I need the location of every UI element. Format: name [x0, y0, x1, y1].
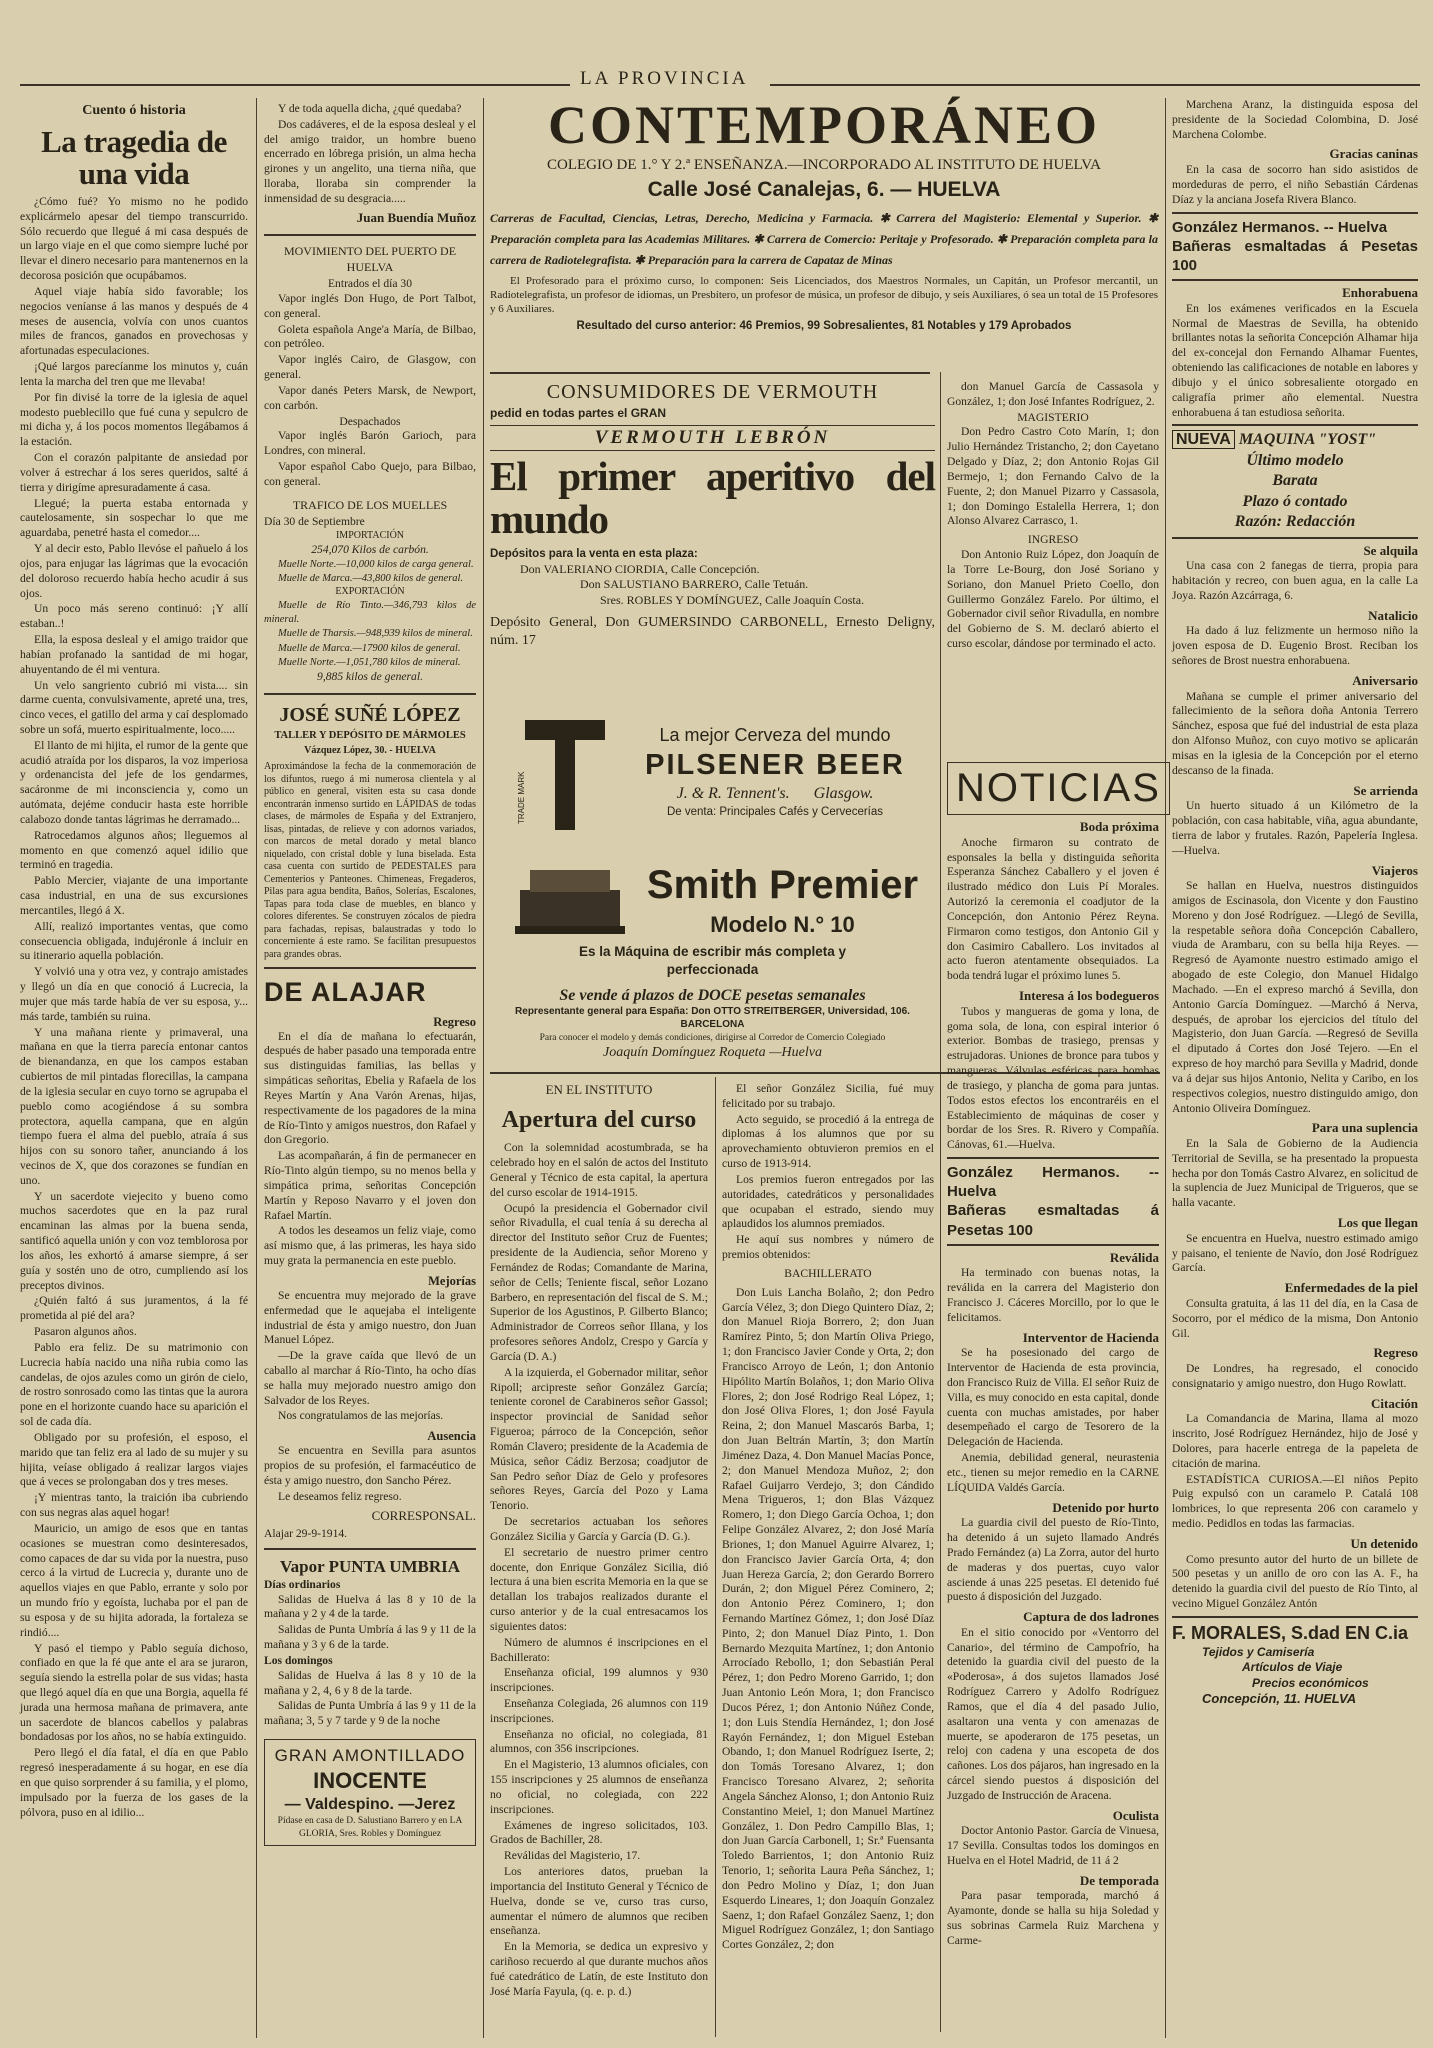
story-paragraph: El llanto de mi hijita, el rumor de la gente que acudió atraída por los disparos, la voz imperiosa y ordenancista del jefe de los gendarmes, sacáronme de mi inconsciencia y, como un autómata, dejéme conducir hasta este horrible calabozo donde tantas lágrimas he derramado...	[20, 738, 248, 826]
instituto-paragraph: Los anteriores datos, prueban la importancia del Instituto General y Técnico de Huelva, donde se ve, curso tras curso, aumentar el número de alumnos que reciben enseñanza.	[490, 1865, 708, 1938]
alajar-p8: Le deseamos feliz regreso.	[278, 1489, 402, 1503]
port-title: MOVIMIENTO DEL PUERTO DE HUELVA	[283, 244, 457, 274]
notice-text: Como presunto autor del hurto de un billete de 500 pesetas y un anillo de oro con las A. F., ha detenido la guardia civil del puesto de Río Tinto, al vecino Miguel González Antón	[1172, 1552, 1418, 1610]
notice-heading: Se alquila	[1363, 542, 1418, 558]
sune-address: Vázquez López, 30. - HUELVA	[304, 745, 436, 757]
story-paragraph: Ella, la esposa desleal y el amigo traidor que habían profanado la santidad de mi hogar, ahuyentando de él mi ventura.	[20, 633, 248, 676]
yost-l3: Barata	[1272, 472, 1318, 490]
noticia-text: En el sitio conocido por «Ventorro del Canario», del término de Campofrío, ha detenido la guardia civil del puesto de la «Poderosa», á dos sujetos llamados José Rodríguez Carrero y Adolfo Rodríguez Ramos, que el día 4 del pasado Julio, asaltaron una venta y con amenazas de muerte, se apoderaron de 175 pesetas, un reloj con cadena y una escopeta de dos cañones. Los dos pájaros, han ingresado en la cárcel siendo puestos á disposición del Juzgado de Instrucción de Aracena.	[947, 1625, 1159, 1802]
noticia-text: Doctor Antonio Pastor. García de Vinuesa, 17 Sevilla. Consultas todos los domingos en Huelva en el Hotel Madrid, de 11 á 2	[947, 1824, 1159, 1868]
notice-text: Consulta gratuita, á las 11 del día, en la Casa de Socorro, por el médico de la misma, Don Antonio Gil.	[1172, 1296, 1418, 1340]
alajar-p2: Las acompañarán, á fin de permanecer en Río-Tinto algún tiempo, su no menos bella y simpática prima, señoritas Concepción Martín y Reposo Navarro y el joven don Rafael Martín.	[264, 1149, 476, 1222]
alajar-p7: Se encuentra en Sevilla para asuntos propios de su profesión, el farmacéutico de ésta y amigo nuestro, don Sancho Pérez.	[264, 1444, 476, 1487]
yost-l4: Plazo ó contado	[1242, 492, 1348, 510]
trafico-exp: EXPORTACIÓN	[335, 586, 405, 598]
notice-heading: Natalicio	[1368, 607, 1418, 623]
instituto-paragraph: El secretario de nuestro primer centro docente, don Enrique González Sicilia, dió lectura á una bien escrita Memoria en la que se detallan los trabajos realizados durante el curso anterior y de la cual entresacamos los siguientes datos:	[490, 1545, 708, 1633]
story-paragraph: Pablo era feliz. De su matrimonio con Lucrecia había nacido una niña rubia como las candelas, de ojos azules como un girón de cielo, de rostro sonrosado como las tintas que la aurora pone en el horizonte cuando hace su aparición el sol de cada día.	[20, 1340, 248, 1429]
yost-l0: NUEVA	[1172, 430, 1235, 449]
notice-heading: Citación	[1371, 1395, 1418, 1411]
alajar-mejorias: Mejorías	[428, 1273, 476, 1288]
instituto-head: EN EL INSTITUTO	[545, 1082, 653, 1097]
instituto-paragraph: Enseñanza Colegiada, 26 alumnos con 119 inscripciones.	[490, 1696, 708, 1725]
noticia-heading: Oculista	[1112, 1807, 1159, 1823]
port-lines-2	[264, 429, 476, 489]
trafico-imp-lines	[264, 558, 476, 586]
col6-items-c	[1172, 543, 1418, 1612]
story-tail-2: Dos cadáveres, el de la esposa desleal y el del amigo traidor, un hombre bueno encerrado en lóbrega prisión, un alma hecha girones y un angelito, una tierna niña, que lloraba, lloraba sin comprender la inmensidad de su desgracia.....	[264, 117, 476, 205]
noticia-heading: De temporada	[1079, 1872, 1159, 1888]
typewriter-icon	[510, 860, 630, 940]
vermouth-l6: Don VALERIANO CIORDIA, Calle Concepción.	[520, 562, 760, 577]
notice-text: ESTADÍSTICA CURIOSA.—El niños Pepito Puig expulsó con un caramelo P. Catalá 108 lombrices, lo que representa 206 con caramelo y medio. Pedidlos en todas las farmacias.	[1172, 1472, 1418, 1531]
notice-text: La Comandancia de Marina, llama al mozo inscrito, José Rodríguez Hernández, hijo de José y Dolores, para hacerle entrega de la papeleta de citación de marina.	[1172, 1412, 1418, 1470]
notice-text: Una casa con 2 fanegas de tierra, propia para habitación y recreo, con buen agua, en la calle La Joya. Razón Azcárraga, 6.	[1172, 559, 1418, 603]
smith-l6: Para conocer el modelo y demás condiciones, dirigirse al Corredor de Comercio Colegiado	[539, 1032, 886, 1043]
beer-l2: PILSENER BEER	[645, 749, 905, 782]
notice-text: Se hallan en Huelva, nuestros distinguidos amigos de Escinasola, don Vicente y don Faustino Moreno y don José Rodríguez. —Llegó de Sevilla, la respetable señora doña Concepción Caballero, viuda de Arambaru, con su bella hija Reyes. —Regresó de Ayamonte nuestro estimado amigo el abogado de este Colegio, don Manuel Hidalgo Machado. —En el expreso marchó á Sevilla, don Antonio García Domínguez. —Marchó á Nerva, después, de aprobar los ejercicios del título del Magisterio, don Juan García. —Regresó de Sevilla el diputado á Cortes don José Tejero. —En el expreso de hoy marchó para Sevilla y Madrid, donde va á dejar sus hijos Antonio, Nelita y Caribo, en los respectivos colegios, nuestro distinguido amigo, don Antonio Oliveira Domínguez.	[1172, 879, 1418, 1115]
vermouth-l9: Depósito General, Don GUMERSINDO CARBONELL, Ernesto Deligny, núm. 17	[490, 615, 935, 649]
story-paragraph: Pero llegó el día fatal, el día en que Pablo regresó inesperadamente á su hogar, en ese día en que quiso sorprender á su familia, y el plomo, impulsado por la fuerza de los gases de la pólvora, puso en al idilio...	[20, 1746, 248, 1819]
noticia-heading: Captura de dos ladrones	[1023, 1609, 1159, 1625]
gonzalez-2: González Hermanos. -- Huelva	[947, 1164, 1159, 1201]
tennent-t-logo	[517, 712, 610, 832]
punta-l2: Salidas de Punta Umbría á las 9 y 11 de la mañana y 3 y 6 de la tarde.	[264, 1623, 476, 1652]
port-lines	[264, 292, 476, 414]
sune-text: Aproximándose la fecha de la conmemoración de los difuntos, ruego á mi numerosa clientela y al público en general, visiten esta su casa donde encontrarán inmenso surtido en LÁPIDAS de todas clases, de mármoles de España y del Extranjero, lisas, pintadas, de relieve y con adornos variados, con marcos de metal dorado y metal blanco niquelado, con cristal doble y luna biselada. Esta casa cuenta con surtido de PEDESTALES para Cementerios y Panteones. Chimeneas, Fregaderos, Pilas para agua bendita, Baños, Solerías, Escalones, Tapas para toda clase de muebles, en blanco y colores diferentes. Se construyen zócalos de piedra para fachadas, repisas, balaustradas y todo lo concerniente á este ramo. Se facilitan presupuestos para grandes obras.	[264, 761, 476, 960]
story-paragraph: Un poco más sereno continuó: ¡Y allí estaban..!	[20, 602, 248, 631]
column-story	[20, 102, 248, 2034]
noticia-text: Ha terminado con buenas notas, la reválida en la carrera del Magisterio don Francisco J. Cáceres Morcillo, por lo que le felicitamos.	[947, 1266, 1159, 1324]
noticia-heading: Interventor de Hacienda	[1022, 1329, 1159, 1345]
column-instituto-3	[947, 380, 1159, 760]
notice-heading: Se arrienda	[1353, 782, 1418, 798]
port-line: Vapor inglés Barón Garioch, para Londres, con mineral.	[264, 429, 476, 458]
vermouth-l8: Sres. ROBLES Y DOMÍNGUEZ, Calle Joaquín Costa.	[600, 592, 865, 607]
morales-l3: Artículos de Viaje	[1242, 1660, 1343, 1675]
notice-heading: Aniversario	[1352, 672, 1418, 688]
story-paragraph: Ratrocedamos algunos años; lleguemos al momento en que comenzó aquel idilio que terminó en tragedia.	[20, 828, 248, 872]
noticia-text: Tubos y mangueras de goma y lona, de goma sola, de lona, con espiral interior ó exterior. Bombas de trasiego, prensas y estrujadoras. Uniones de bronce para tubos y mangueras. Válvulas esféricas para bombas de trasiego, y plancha de goma para juntas. Todos estos efectos los encontraréis en el Establecimiento de máquinas de coser y bordar de los Sres. R. Rivero y Compañía. Cánovas, 61.—Huelva.	[947, 1004, 1159, 1152]
noticia-heading: Boda próxima	[1079, 819, 1159, 835]
contemporaneo-line4: El Profesorado para el próximo curso, lo componen: Seis Licenciados, dos Maestros Normales, un Capitán, un Profesor mercantil, un Radiotelegrafista, un profesor de idiomas, un Presbítero, un profesor de música, un profesor de dibujo, y seis Auxiliares, ó sea un total de 15 Profesores y 6 Auxiliares.	[490, 275, 1158, 316]
vermouth-ad	[490, 380, 935, 710]
noticia-heading: Detenido por hurto	[1052, 1499, 1159, 1515]
instituto-paragraph: He aquí sus nombres y número de premios obtenidos:	[722, 1233, 934, 1262]
inst-c3a: don Manuel García de Cassasola y González, 1; don José Infantes Rodríguez, 2.	[947, 380, 1159, 408]
alajar-p6: Nos congratulamos de las mejorías.	[278, 1409, 444, 1423]
newspaper-page	[20, 62, 1420, 2038]
story-author: Juan Buendía Muñoz	[356, 209, 476, 225]
amontillado-l2: INOCENTE	[313, 1767, 427, 1793]
beer-ad	[490, 702, 935, 837]
morales-l5: Concepción, 11. HUELVA	[1202, 1690, 1357, 1706]
smith-l1: Smith Premier	[646, 863, 919, 907]
port-entradas: Entrados el día 30	[327, 277, 413, 291]
contemporaneo-ad	[490, 95, 1158, 370]
yost-l2: Último modelo	[1246, 451, 1344, 469]
vermouth-l2: pedid en todas partes el GRAN	[490, 405, 667, 420]
morales-l4: Precios económicos	[1252, 1675, 1369, 1690]
export-line: Muelle de Marca.—17900 kilos de general.	[278, 642, 461, 654]
vermouth-l7: Don SALUSTIANO BARRERO, Calle Tetuán.	[580, 577, 809, 592]
instituto-paragraph: En el Magisterio, 13 alumnos oficiales, con 155 inscripciones y 25 alumnos de enseñanza no oficial, no colegiada, con 222 inscripciones.	[490, 1758, 708, 1816]
noticia-text: Anemia, debilidad general, neurastenia etc., tienen su mejor remedio en la CARNE LÍQUIDA Valdés García.	[947, 1451, 1159, 1494]
instituto-paragraph: El señor González Sicilia, fué muy felicitado por su trabajo.	[722, 1082, 934, 1110]
instituto-title: Apertura del curso	[501, 1106, 697, 1133]
alajar-ausencia: Ausencia	[427, 1429, 476, 1444]
alajar-p4: Se encuentra muy mejorado de la grave enfermedad que le aquejaba el inteligente industrial de ésta y amigo nuestro, don Juan Manuel López.	[264, 1288, 476, 1347]
story-paragraph: ¡Qué largos parecíanme los minutos y, cuán lenta la marcha del tren que me llevaba!	[20, 360, 248, 388]
notice-heading: Enhorabuena	[1342, 285, 1418, 301]
column-noticias	[947, 762, 1159, 2034]
noticias-list-2	[947, 1250, 1159, 1949]
notice-heading: Viajeros	[1371, 862, 1418, 878]
smith-l5: Representante general para España: Don OTTO STREITBERGER, Universidad, 106. BARCELONA	[515, 1006, 910, 1031]
contemporaneo-title: CONTEMPORÁNEO	[548, 95, 1100, 155]
alajar-p5: —De la grave caída que llevó de un caballo al marchar á Río-Tinto, ha ocho días se halla muy mejorado nuestro amigo don Salvador de los Reyes.	[264, 1349, 476, 1407]
punta-l1: Salidas de Huelva á las 8 y 10 de la mañana y 2 y 4 de la tarde.	[264, 1592, 476, 1621]
export-line: Muelle Norte.—1,051,780 kilos de mineral.	[278, 656, 461, 668]
notice-text: Mañana se cumple el primer aniversario del fallecimiento de la señora doña Antonia Terrero Sánchez, esposa que fué del industrial de esta plaza don Alfonso Muñoz, con cuyo motivo se aplicarán misas en la iglesia de la Concepción por el eterno descanso de la finada.	[1172, 689, 1418, 777]
vermouth-l3: VERMOUTH LEBRÓN	[490, 425, 935, 451]
notice-heading: Los que llegan	[1337, 1215, 1418, 1231]
morales-ad	[1172, 1622, 1418, 1708]
trade-mark-text: TRADE MARK	[517, 771, 526, 824]
morales-l1: F. MORALES, S.dad EN C.ia	[1172, 1622, 1409, 1643]
vermouth-l5: Depósitos para la venta en esta plaza:	[490, 548, 698, 561]
notice-heading: Un detenido	[1350, 1535, 1418, 1551]
notice-heading: Regreso	[1373, 1345, 1418, 1361]
gonzalez-1: González Hermanos. -- Huelva	[1172, 218, 1388, 236]
yost-l1: MAQUINA "YOST"	[1238, 431, 1377, 449]
export-line: Muelle de Tharsis.—948,939 kilos de mineral.	[278, 628, 473, 640]
story-paragraph: Mauricio, un amigo de esos que en tantas ocasiones se muestran como desinteresados, como capaces de dar su vida por la nuestra, puso cerco á la virtud de Lucrecia y, durante uno de aquellos viajes en que Pablo, errante y solo por un mundo frío y egoísta, luchaba por el pan de su esposa y de su hijita adorada, la fortaleza se rindió....	[20, 1521, 248, 1639]
col6-items-a	[1172, 146, 1418, 207]
beer-l1: La mejor Cerveza del mundo	[659, 725, 891, 745]
import-line: Muelle Norte.—10,000 kilos de carga general.	[278, 558, 474, 570]
yost-l5: Razón: Redacción	[1234, 513, 1356, 531]
column-instituto-2	[722, 1082, 934, 2034]
inst-c3b: Don Pedro Castro Coto Marín, 1; don Julio Hernández Tristancho, 2; don Cayetano Delgado y Díaz, 2; don Antonio Rojas Gil Bermejo, 1; don Fernando Calvo de la Fuente, 2; don Manuel Pizarro y Cassasola, 1; don Domingo Estalella Herrera, 1; don Alonso Alvarez Carrasco, 1.	[947, 425, 1159, 528]
trafico-title: TRAFICO DE LOS MUELLES	[292, 497, 448, 512]
instituto-paragraph: A la izquierda, el Gobernador militar, señor Ripoll; arcipreste señor González García; teniente coronel de Carabineros señor Gassol; inspector provincial de Sanidad señor Figueroa; párroco de la Concepción, señor Román Clavero; presidente de la Academia de Música, señor Cádiz Berzosa; coadjutor de San Pedro señor Díaz de Gelo y profesores señores Reyes, García del Pozo y Lama Tenorio.	[490, 1365, 708, 1513]
yost-ad	[1172, 430, 1418, 532]
notice-heading: Para una suplencia	[1311, 1120, 1418, 1136]
smith-ad	[490, 842, 935, 1072]
ingreso-head: INGRESO	[1027, 533, 1079, 547]
port-line: Vapor inglés Don Hugo, de Port Talbot, con general.	[264, 291, 476, 320]
instituto-paragraph: Con la solemnidad acostumbrada, se ha celebrado hoy en el salón de actos del Instituto General y Técnico de esta capital, la apertura del curso escolar de 1914-1915.	[490, 1141, 708, 1199]
story-title: La tragedia de una vida	[41, 123, 227, 192]
story-body	[20, 195, 248, 1820]
noticia-text: La guardia civil del puesto de Río-Tinto, ha detenido á un sujeto llamado Andrés Prado Fernández (a) La Zorra, autor del hurto de maderas y dos puertas, cuyo valor asciende á unas 225 pesetas. El detenido fué puesto á disposición del Juzgado.	[947, 1516, 1159, 1604]
sune-sub: TALLER Y DEPÓSITO DE MÁRMOLES	[274, 729, 466, 741]
sune-name: JOSÉ SUÑÉ LÓPEZ	[279, 704, 461, 727]
col6-top: Marchena Aranz, la distinguida esposa del presidente de la Sociedad Colombina, D. José Marchena Colombe.	[1172, 98, 1418, 141]
vermouth-l1: CONSUMIDORES DE VERMOUTH	[546, 381, 879, 403]
bachillerato-head: BACHILLERATO	[784, 1266, 872, 1280]
inst-c3c: Don Antonio Ruiz López, don Joaquín de la Torre Le-Bourg, don José Soriano y Soriano, don Manuel Prieto Coello, don Guillermo González Farelo. Por último, el Gobernador civil señor Rivadulla, en nombre del Gobierno de S. M. declaró abierto el curso escolar, dándose por terminado el acto.	[947, 548, 1159, 651]
port-line: Vapor español Cabo Quejo, para Bilbao, con general.	[264, 460, 476, 488]
port-despachados: Despachados	[339, 414, 401, 428]
port-line: Goleta española Ange'a María, de Bilbao, con petróleo.	[264, 322, 476, 351]
story-kicker: Cuento ó historia	[82, 103, 186, 118]
banera-1: Bañeras esmaltadas á Pesetas 100	[1172, 237, 1418, 274]
trafico-exp-total: 9,885 kilos de general.	[317, 670, 423, 684]
story-paragraph: Y volvió una y otra vez, y contrajo amistades y llegó un día en que conoció á Lucrecia, la mujer que más tarde había de ver su esposa, y... más tarde, también su ruina.	[20, 965, 248, 1023]
banera-2: Bañeras esmaltadas á Pesetas 100	[947, 1202, 1159, 1239]
punta-h1: Días ordinarios	[264, 1577, 341, 1591]
alajar-corr: CORRESPONSAL.	[371, 1507, 476, 1523]
notice-text: En la casa de socorro han sido asistidos de mordeduras de perro, el niño Sebastián Cárdenas Díaz y la anciana Josefa Rivera Blanco.	[1172, 163, 1418, 206]
amontillado-l4: Pídase en casa de D. Salustiano Barrero y en LA GLORIA, Sres. Robles y Domínguez	[277, 1816, 463, 1839]
instituto-paragraph: Los premios fueron entregados por las autoridades, catedráticos y personalidades que ocupaban el estrado, siendo muy aplaudidos los alumnos premiados.	[722, 1172, 934, 1231]
amontillado-ad	[264, 1739, 476, 1846]
instituto-paragraph: Acto seguido, se procedió á la entrega de diplomas á los alumnos que por su aprovechamiento obtuvieron premios en el curso de 1913-914.	[722, 1112, 934, 1171]
beer-l4: De venta: Principales Cafés y Cervecerías	[666, 805, 884, 818]
contemporaneo-line2: Calle José Canalejas, 6. — HUELVA	[647, 178, 1001, 202]
story-paragraph: Aquel viaje había sido favorable; los negocios veníanse á las manos y después de 4 meses de ausencia, volvía con unos cuantos miles de francos, ganados en provechosas y afortunadas especulaciones.	[20, 284, 248, 358]
instituto-paragraph: Número de alumnos é inscripciones en el Bachillerato:	[490, 1635, 708, 1664]
instituto-paragraph: En la Memoria, se dedica un expresivo y cariñoso recuerdo al que durante muchos años fué catedrático de Latín, de este Instituto don José María Fayula, (q. e. p. d.)	[490, 1940, 708, 1998]
port-line: Vapor danés Peters Marsk, de Newport, con carbón.	[264, 383, 476, 412]
punta-h2: Los domingos	[264, 1653, 333, 1667]
amontillado-l1: GRAN AMONTILLADO	[274, 1746, 466, 1766]
story-paragraph: Por fin divisé la torre de la iglesia de aquel modesto pueblecillo que fué cuna y sepulcro de mi dicha y, á los pocos momentos llegábamos á la estación.	[20, 390, 248, 449]
noticia-text: Para pasar temporada, marchó á Ayamonte, donde se halla su hija Soledad y sus sobrinas Carmela Ruiz Marchena y Carme-	[947, 1889, 1159, 1947]
magisterio-head: MAGISTERIO	[1017, 410, 1089, 424]
story-tail-1: Y de toda aquella dicha, ¿qué quedaba?	[278, 102, 462, 115]
notice-text: De Londres, ha regresado, el conocido consignatario y amigo nuestro, don Hugo Rowlatt.	[1172, 1361, 1418, 1390]
bachillerato-names: Don Luis Lancha Bolaño, 2; don Pedro García Vélez, 3; don Diego Quintero Díaz, 2; don Manuel Rioja Borrero, 2; don Juan Ramírez Pinto, 5; don Martín Oliva Priego, 1; don Francisco Javier Conde y Orta, 2; don Francisco Arroyo de León, 1; don Antonio Hipólito Martín Bolaños, 1; don Mario Oliva Flores, 2; don José Rodrigo Real López, 1; don José Oliva Flores, 1; don José Fayula Reina, 2; don Manuel Mascarós Barba, 1; don Juan Beltrán Martín, 3; don Martín Jiménez Daza, 4. Don Manuel Macías Ponce, 2; don Manuel Mendoza Muñoz, 2; don Rafael Guijarro Verdejo, 3; don Cándido Mena Trigueros, 1; don Blas Vázquez Romero, 1; don Diego García Ochoa, 1; don Felipe González Alvarez, 2; don José María Briones, 1; don Manuel Aguirre Alvarez, 1; don Francisco Javier García Orta, 4; don Juan Hereza García, 2; don Gerardo Borrero Durán, 2; don Miguel Pérez Cominero, 2; don Antonio Pérez Cominero, 1; don Fernando Martínez Gómez, 1; don José Díaz Pinto, 2; don Manuel Díaz Pinto, 1. Don Bernardo Mezquita Martínez, 1; don Antonio Arrocíado Rebollo, 1; don Sebastián Peral Pérez, 1; don Pedro Moreno Garrido, 1; don Juan Antonio León Mora, 1; don Francisco Ducos Pérez, 1; don Antonio Núñez Conde, 1; don Luis Stendía Hernández, 1; don José Rayón Fernández, 1; don Miguel Esteban Obando, 1; don Manuel Rodríguez Iserte, 2; don Tomás Toresano Alvarez, 1; don Francisco Toresano Alvarez, 2; señorita Angela Sánchez Alonso, 1; don Antonio Ruiz Constantino Meiel, 1; don Manuel Martínez González, 1. Don Pedro Campillo Blas, 1; don Juan García Carbonell, 1; Sr.ª Fuensanta Toledo Barrientos, 1; don Antonio Ruiz Tenorio, 1; señorita Laura Peña Sánchez, 1; don Pedro Molino y Díaz, 1; don Juan Esquerdo Lineares, 1; don Joaquín Gonzalez Saenz, 1; don Rafael González Saenz, 1; don Miguel Rodríguez González, 1; don Santiago Cortes González, 2; don	[722, 1285, 934, 1952]
paper-name: LA PROVINCIA	[580, 68, 749, 89]
beer-l3: J. & R. Tennent's. Glasgow.	[676, 785, 874, 803]
column-six	[1172, 98, 1418, 2034]
noticias-head: NOTICIAS	[947, 762, 1170, 815]
export-line: Muelle de Río Tinto.—346,793 kilos de mineral.	[264, 600, 476, 625]
story-paragraph: ¿Quién faltó á sus juramentos, á la fé prometida al pié del ara?	[20, 1294, 248, 1323]
instituto-paragraph: De secretarios actuaban los señores González Sicilia y García y García (D. G.).	[490, 1515, 708, 1543]
instituto-paragraph: Enseñanza no oficial, no colegiada, 81 alumnos, con 356 inscripciones.	[490, 1727, 708, 1756]
vermouth-l4: El primer aperitivo del mundo	[490, 453, 935, 543]
story-paragraph: Y pasó el tiempo y Pablo seguía dichoso, confiado en que la fé que ante el ara se juraron, seguía siendo la estrella polar de sus vidas; hasta que llegó aquel día en que una Borgia, aquella fé jurada una hermosa mañana de primavera, ante un sacerdote de blancos cabellos y palabras bondadosas por los años, no se había extinguido.	[20, 1641, 248, 1744]
smith-l7: Joaquín Domínguez Roqueta —Huelva	[603, 1045, 822, 1061]
punta-l3: Salidas de Huelva á las 8 y 10 de la mañana y 2, 4, 6 y 8 de la tarde.	[264, 1668, 476, 1697]
noticia-text: Anoche firmaron su contrato de esponsales la bella y distinguida señorita Esperanza Sánchez Caballero y el joven é ilustrado médico don Luis Pí Morales. Autorizó la ceremonia el coadjutor de la Concepción, don Antonio Pérez Reyna. Firmaron como testigos, don Antonio Gil y don Casimiro Caballero. Los invitados al acto fueron atentamente obsequiados. La boda tendrá lugar el próximo lunes 5.	[947, 835, 1159, 983]
noticia-heading: Reválida	[1109, 1249, 1159, 1265]
notice-text: En la Sala de Gobierno de la Audiencia Territorial de Sevilla, se ha presentado la propuesta hecha por don Tomás Castro Alvarez, en solicitud de la suplencia de Juez Municipal de Trigueros, que se halla vacante.	[1172, 1137, 1418, 1210]
import-line: Muelle de Marca.—43,800 kilos de general.	[278, 572, 464, 584]
column-instituto	[490, 1082, 708, 2034]
instituto-paragraph: Exámenes de ingreso solicitados, 103. Grados de Bachiller, 28.	[490, 1818, 708, 1847]
alajar-regreso: Regreso	[433, 1014, 476, 1029]
story-paragraph: Pablo Mercier, viajante de una importante casa industrial, en una de sus excursiones mercantiles, llegó á X.	[20, 874, 248, 917]
amontillado-l3: — Valdespino. —Jerez	[284, 1796, 456, 1814]
notice-heading: Gracias caninas	[1329, 146, 1418, 162]
notice-text: Se encuentra en Huelva, nuestro estimado amigo y paisano, el teniente de Navío, don José Rodríguez García.	[1172, 1231, 1418, 1275]
trafico-imp: IMPORTACIÓN	[335, 529, 405, 541]
punta-title: Vapor PUNTA UMBRIA	[279, 1557, 461, 1577]
instituto-paragraph: Ocupó la presidencia el Gobernador civil señor Rivadulla, el cual tenía á su derecha al director del Instituto señor Cruz de Fuentes; presidente de la Audiencia, señor Moreno y Fernández de Rodas; Comandante de Marina, señor de Cells; Teniente fiscal, señor Lozano Barbero, en representación del fiscal de S. M.; Superior de los Agustinos, P. Gilberto Blanco; Administrador de Correos señor Illana, y los profesores señores Andolz, Crespo y García y García (D. A.)	[490, 1201, 708, 1363]
contemporaneo-line5: Resultado del curso anterior: 46 Premios, 99 Sobresalientes, 81 Notables y 179 Aprobados	[576, 320, 1072, 333]
contemporaneo-line1: COLEGIO DE 1.° Y 2.ª ENSEÑANZA.—INCORPORADO AL INSTITUTO DE HUELVA	[546, 157, 1101, 173]
alajar-p3: A todos les deseamos un feliz viaje, como así mismo que, á las primeras, les haya sido muy grata la permanencia en este pueblo.	[264, 1224, 476, 1268]
noticia-text: Se ha posesionado del cargo de Interventor de Hacienda de esta provincia, don Francisco Ruiz de Villa. El señor Ruiz de Villa, es muy conocido en esta capital, donde cuenta con muchas amistades, por haber desempeñado el cargo de Tesorero de la Delegación de Hacienda.	[947, 1346, 1159, 1449]
masthead	[20, 62, 1420, 92]
notice-text: Un huerto situado á un Kilómetro de la población, con casa habitable, viña, agua abundante, tierra de labor y frutales. Razón, Papelería Inglesa.—Huelva.	[1172, 799, 1418, 857]
story-paragraph: Pasaron algunos años.	[34, 1325, 137, 1339]
story-paragraph: Con el corazón palpitante de ansiedad por volver á estrechar á los seres queridos, salté á tierra y dirigíme apresuradamente á casa.	[20, 451, 248, 494]
story-paragraph: Y una mañana riente y primaveral, una mañana en que la tierra parecía entonar cantos de bienandanza, en que los campos estaban cubiertos de mil pintadas florecillas, la campana de la iglesia secular en cuyo torno se agrupaba el pueblo como acogiéndose á su sombra protectora, aquella campana, que en algún tiempo fuera el alma del pueblo, atraía á sus hijos con su sonoro tañer, anunciando á los vecinos de X, que dos corazones se fundían en uno.	[20, 1025, 248, 1187]
col6-items-b	[1172, 285, 1418, 420]
alajar-p1: En el día de mañana lo efectuarán, después de haber pasado una temporada entre sus distinguidas familias, las bellas y simpáticas señoritas, Ebelia y Rafaela de los Reyes Martín y Ana Varón Arenas, hijas, respectivamente de los pagadores de la mina de Río-Tinto y amigos nuestros, don Rafael y don Gregorio.	[264, 1029, 476, 1147]
column-two	[264, 102, 476, 2034]
alajar-date: Alajar 29-9-1914.	[264, 1527, 348, 1541]
story-paragraph: ¡Y mientras tanto, la traición iba cubriendo con sus negras alas aquel hogar!	[20, 1491, 248, 1520]
noticias-list	[947, 819, 1159, 1153]
instituto-paragraph: Enseñanza oficial, 199 alumnos y 930 inscripciones.	[490, 1666, 708, 1695]
story-paragraph: ¿Cómo fué? Yo mismo no he podido explicármelo apesar del tiempo transcurrido. Sólo recuerdo que llegué á mi casa después de un largo viaje en el que como siempre luché por llevar el dinero necesario para mantenernos en la decorosa posición que ocupábamos.	[20, 195, 248, 283]
notice-text: En los exámenes verificados en la Escuela Normal de Maestras de Sevilla, ha obtenido brillantes notas la señorita Concepción Alhamar hija del ex-concejal don Fernando Alhamar Fuentes, obteniendo las calificaciones de notable en labores y dibujo y el único sobresaliente otorgado en caligrafía primer año elemental. Nuestra enhorabuena á tan estudiosa señorita.	[1172, 301, 1418, 419]
instituto-paragraph: Reválidas del Magisterio, 17.	[504, 1849, 641, 1863]
morales-l2: Tejidos y Camisería	[1202, 1644, 1315, 1659]
punta-l4: Salidas de Punta Umbría á las 9 y 11 de la mañana; 3, 5 y 7 tarde y 9 de la noche	[264, 1699, 476, 1728]
trafico-date: Día 30 de Septiembre	[264, 515, 365, 529]
trafico-imp-total: 254,070 Kilos de carbón.	[311, 542, 429, 556]
story-paragraph: Un velo sangriento cubrió mi vista.... sin darme cuenta, convulsivamente, apreté una, tres, cinco veces, el gatillo del arma y caí desplomado sobre un sofá, muerto espiritualmente, loco.....	[20, 678, 248, 736]
story-paragraph: Allí, realizó importantes ventas, que como consecuencia obligada, indujéronle á incluir en su itinerario aquella población.	[20, 919, 248, 963]
story-paragraph: Y al decir esto, Pablo llevóse el pañuelo á los ojos, para enjugar las lágrimas que la evocación del doloroso recuerdo había hecho acudir á sus ojos.	[20, 542, 248, 600]
smith-l4: Se vende á plazos de DOCE pesetas semanales	[559, 986, 866, 1004]
story-paragraph: Obligado por su profesión, el esposo, el marido que tan feliz era al lado de su mujer y su hijita, veíase obligado á realizar largos viajes que á veces se prolongaban dos y tres meses.	[20, 1430, 248, 1489]
smith-l3: Es la Máquina de escribir más completa y perfeccionada	[578, 944, 847, 977]
instituto-body-2	[722, 1082, 934, 1263]
story-paragraph: Y un sacerdote viejecito y bueno como muchos sacerdotes que en la paz rural encaminan las almas por la buena senda, santificó aquella unión y con voz temblorosa por los años, les exhortó á amarse siempre, á ser guía y sostén uno de otro, cumpliendo así los preceptos divinos.	[20, 1189, 248, 1292]
port-line: Vapor inglés Cairo, de Glasgow, con general.	[264, 353, 476, 382]
contemporaneo-line3: Carreras de Facultad, Ciencias, Letras, Derecho, Medicina y Farmacia. ✱ Carrera del Magisterio: Elemental y Superior. ✱ Preparación completa para las Academias Militares. ✱ Carrera de Comercio: Peritaje y Profesorado. ✱ Preparación completa para la carrera de Radiotelegrafista. ✱ Preparación para la carrera de Capataz de Minas	[490, 211, 1158, 268]
noticia-heading: Interesa á los bodegueros	[1019, 988, 1159, 1004]
trafico-exp-lines	[264, 599, 476, 669]
story-paragraph: Llegué; la puerta estaba entornada y cautelosamente, sin sospechar lo que me aguardaba, penetré hasta el comedor....	[20, 496, 248, 540]
instituto-body	[490, 1141, 708, 1999]
alajar-title: DE ALAJAR	[264, 977, 427, 1008]
smith-l2: Modelo N.° 10	[710, 912, 855, 938]
notice-heading: Enfermedades de la piel	[1284, 1280, 1418, 1296]
notice-text: Ha dado á luz felizmente un hermoso niño la joven esposa de D. Eugenio Brost. Reciban los señores de Brost nuestra enhorabuena.	[1172, 624, 1418, 668]
